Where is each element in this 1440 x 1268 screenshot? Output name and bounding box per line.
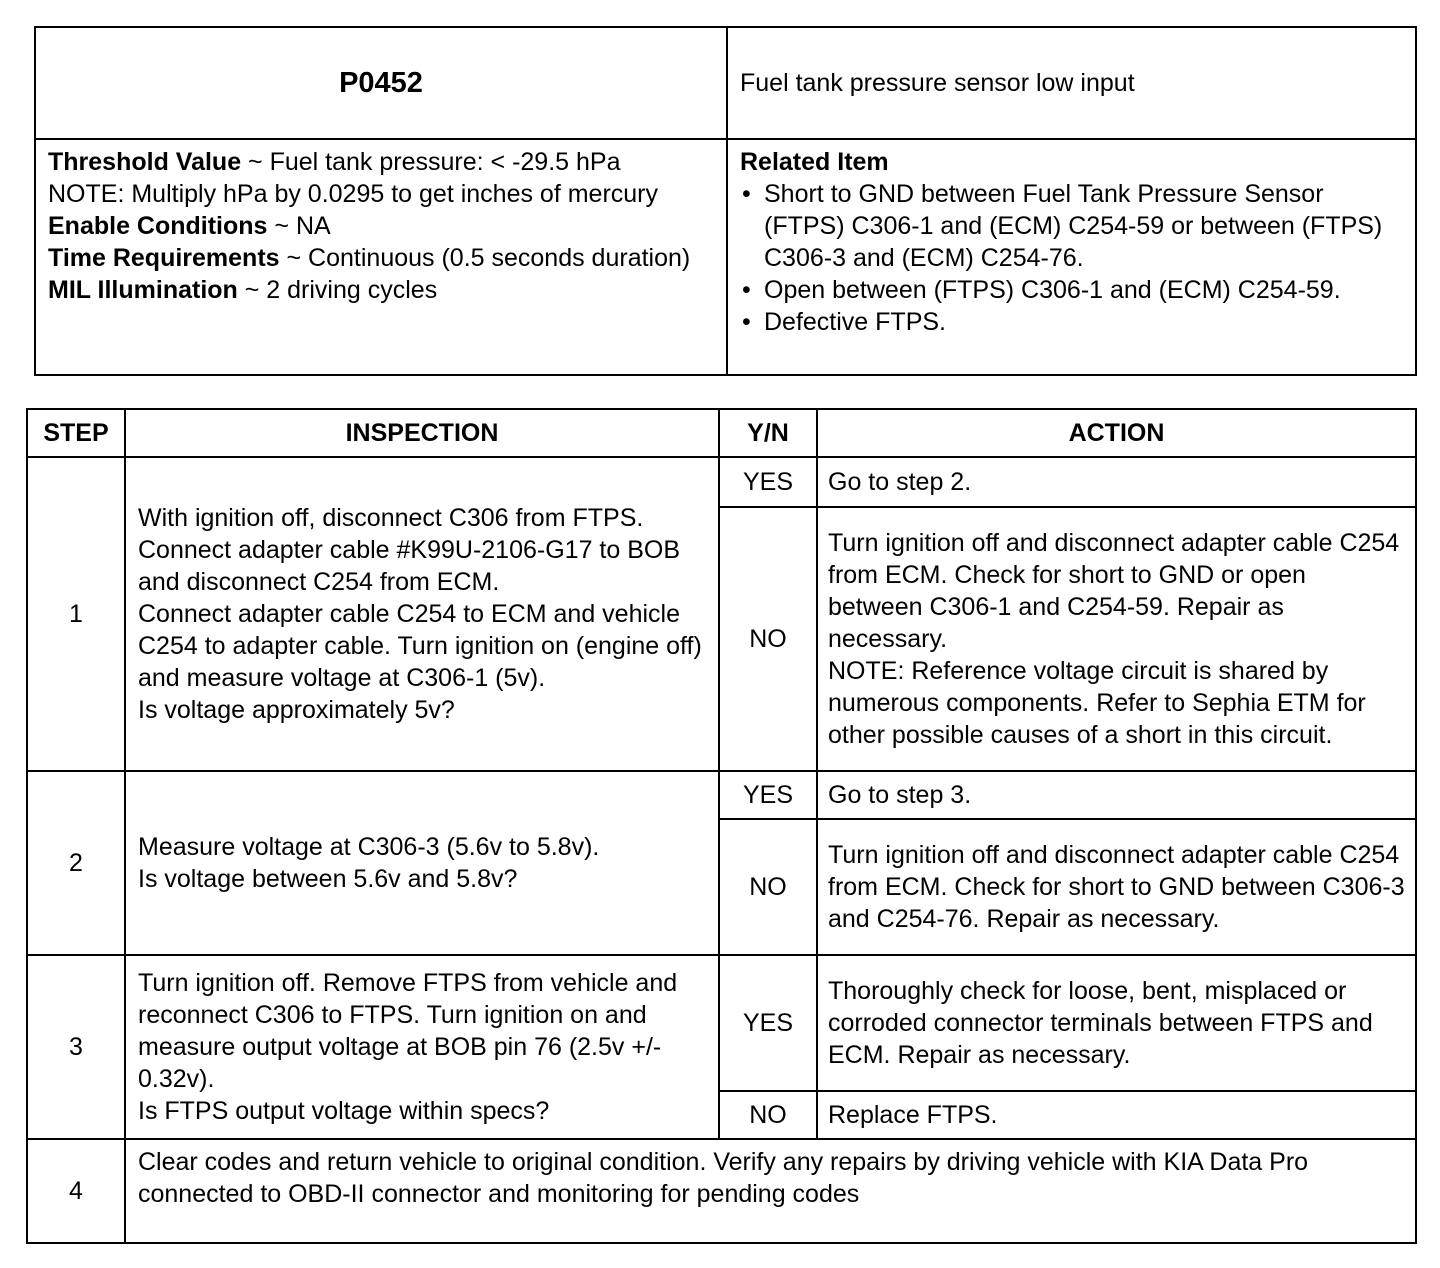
diagnostic-steps-table — [26, 408, 1417, 1244]
step-row — [27, 457, 1416, 507]
time-value: ~ Continuous (0.5 seconds duration) — [279, 244, 691, 272]
dtc-details-row — [35, 139, 1416, 375]
no-action-text: Replace FTPS. — [828, 1101, 998, 1129]
related-title: Related Item — [740, 148, 889, 176]
enable-value: ~ NA — [267, 212, 331, 240]
no-label: NO — [719, 1091, 817, 1139]
inspection-text: Connect adapter cable #K99U-2106-G17 to BOB and disconnect C254 from ECM. — [138, 536, 681, 596]
inspection-text: Connect adapter cable C254 to ECM and vehicle C254 to adapter cable. Turn ignition on (engine off) and measure voltage at C306-1 (5v). — [138, 600, 702, 692]
threshold-value: ~ Fuel tank pressure: < -29.5 hPa — [241, 148, 621, 176]
yes-label: YES — [719, 457, 817, 507]
step-inspection — [125, 955, 719, 1139]
time-line — [48, 242, 716, 274]
inspection-text: Turn ignition off. Remove FTPS from vehicle and reconnect C306 to FTPS. Turn ignition on and measure output voltage at BOB pin 76 (2.5v +/- 0.32v). — [138, 969, 678, 1093]
no-action — [817, 1091, 1416, 1139]
no-action-note: NOTE: Reference voltage circuit is shared by numerous components. Refer to Sephia ETM for other possible causes of a short in this circuit. — [828, 657, 1366, 749]
related-item: • Open between (FTPS) C306-1 and (ECM) C254-59. — [740, 274, 1405, 306]
step-inspection — [125, 457, 719, 771]
no-action-text: Turn ignition off and disconnect adapter cable C254 from ECM. Check for short to GND between C306-3 and C254-76. Repair as necessary. — [828, 841, 1405, 933]
col-step: STEP — [27, 409, 125, 457]
no-action-text: Turn ignition off and disconnect adapter cable C254 from ECM. Check for short to GND or open between C306-1 and C254-59. Repair as necessary. — [828, 529, 1400, 653]
inspection-text: With ignition off, disconnect C306 from FTPS. — [138, 504, 644, 532]
no-label: NO — [719, 819, 817, 955]
yes-label: YES — [719, 771, 817, 819]
step-row — [27, 1139, 1416, 1243]
related-item: • Short to GND between Fuel Tank Pressure Sensor (FTPS) C306-1 and (ECM) C254-59 or between (FTPS) C306-3 and (ECM) C254-76. — [740, 178, 1405, 274]
yes-label: YES — [719, 955, 817, 1091]
inspection-question: Is FTPS output voltage within specs? — [138, 1097, 550, 1125]
inspection-text: Clear codes and return vehicle to original condition. Verify any repairs by driving vehicle with KIA Data Pro connected to OBD-II connector and monitoring for pending codes — [138, 1148, 1309, 1208]
time-label: Time Requirements — [48, 244, 280, 272]
step-number: 4 — [27, 1139, 125, 1243]
steps-header-row — [27, 409, 1416, 457]
col-inspection: INSPECTION — [125, 409, 719, 457]
conditions-cell — [35, 139, 727, 375]
dtc-description: Fuel tank pressure sensor low input — [727, 27, 1416, 139]
step-row — [27, 771, 1416, 819]
related-list — [740, 178, 1405, 338]
dtc-summary-table — [34, 26, 1417, 376]
inspection-text: Measure voltage at C306-3 (5.6v to 5.8v). — [138, 833, 600, 861]
inspection-question: Is voltage approximately 5v? — [138, 696, 455, 724]
related-item: • Defective FTPS. — [740, 306, 1405, 338]
threshold-label: Threshold Value — [48, 148, 242, 176]
step-inspection — [125, 1139, 1416, 1243]
col-action: ACTION — [817, 409, 1416, 457]
inspection-question: Is voltage between 5.6v and 5.8v? — [138, 865, 518, 893]
related-items-cell — [727, 139, 1416, 375]
dtc-code: P0452 — [35, 27, 727, 139]
threshold-line — [48, 146, 716, 178]
no-label: NO — [719, 507, 817, 771]
no-action — [817, 819, 1416, 955]
yes-action: Go to step 2. — [817, 457, 1416, 507]
yes-action: Thoroughly check for loose, bent, misplaced or corroded connector terminals between FTPS and ECM. Repair as necessary. — [817, 955, 1416, 1091]
mil-label: MIL Illumination — [48, 276, 238, 304]
enable-line — [48, 210, 716, 242]
dtc-header-row — [35, 27, 1416, 139]
step-number: 1 — [27, 457, 125, 771]
mil-line — [48, 274, 716, 306]
yes-action: Go to step 3. — [817, 771, 1416, 819]
step-number: 2 — [27, 771, 125, 955]
no-action — [817, 507, 1416, 771]
mil-value: ~ 2 driving cycles — [237, 276, 438, 304]
enable-label: Enable Conditions — [48, 212, 268, 240]
col-yn: Y/N — [719, 409, 817, 457]
step-number: 3 — [27, 955, 125, 1139]
step-row — [27, 955, 1416, 1091]
step-inspection — [125, 771, 719, 955]
threshold-note: NOTE: Multiply hPa by 0.0295 to get inches of mercury — [48, 180, 658, 208]
